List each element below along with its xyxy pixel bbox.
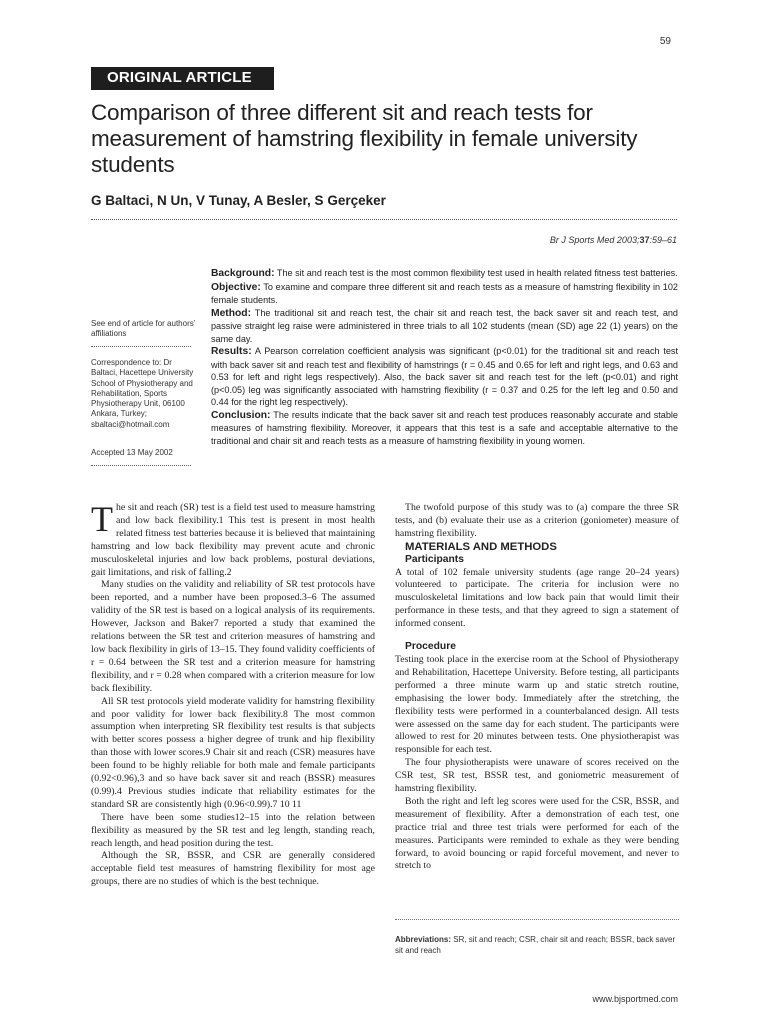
abstract-background: Background: The sit and reach test is the most common flexibility test used in health related fitness test batteries. xyxy=(211,268,678,279)
intro-paragraph: The sit and reach (SR) test is a field test used to measure hamstring and low back flexibility.1 This test is present in most health related fitness test batteries because it is believed that maintaining hamstring and low back flexibility may prevent acute and chronic musculoskeletal injuries and low back problems, postural deviations, gait limitations, and risk of falling.2 xyxy=(91,499,375,578)
body-paragraph: Although the SR, BSSR, and CSR are generally considered acceptable field test measures of hamstring flexibility for most age groups, there are no studies of which is the best technique. xyxy=(91,850,375,888)
body-paragraph: Many studies on the validity and reliability of SR test protocols have been reported, and a number have been proposed.3–6 The assumed validity of the SR test is based on a logical analysis of its requirements. However, Jackson and Baker7 reported a study that examined the relations between the SR test and criterion measures of hamstring and low back flexibility in girls of 13–15. They found validity coefficients of r = 0.64 between the SR test and a criterion measure for hamstring flexibility, and r = 0.28 when compared with a criterion measure for low back flexibility. xyxy=(91,579,375,694)
abstract-method: Method: The traditional sit and reach test, the chair sit and reach test, the back saver sit and reach test, and passive straight leg raise were administered in three trials to all 102 students (mean (SD) age 22 (1) years) on the same day. xyxy=(211,307,678,344)
body-column-left xyxy=(91,499,375,889)
affiliations-note: See end of article for authors’ affiliations xyxy=(91,319,196,339)
section-heading: MATERIALS AND METHODS xyxy=(405,540,557,553)
header-divider xyxy=(91,219,677,220)
abbreviations-footnote: Abbreviations: SR, sit and reach; CSR, chair sit and reach; BSSR, back saver sit and reach xyxy=(395,935,676,955)
body-paragraph: The twofold purpose of this study was to (a) compare the three SR tests, and (b) evaluate their use as a criterion (goniometer) measure of hamstring flexibility. xyxy=(395,502,679,539)
article-title: Comparison of three different sit and reach tests for measurement of hamstring flexibility in female university students xyxy=(91,100,638,177)
drop-cap: T xyxy=(91,499,113,539)
subsection-heading: Participants xyxy=(405,553,464,565)
body-paragraph: The four physiotherapists were unaware of scores received on the CSR test, SR test, BSSR test, and goniometric measurement of hamstring flexibility. xyxy=(395,757,679,795)
journal-website: www.bjsportmed.com xyxy=(592,994,678,1004)
abstract-results: Results: A Pearson correlation coefficient analysis was significant (p<0.01) for the traditional sit and reach test with back saver sit and reach test and flexibility of hamstrings (r = 0.45 and 0.65 for left and right legs, and 0.63 and 0.53 for left and right legs respectively). Also, the back saver sit and reach test for the left (p<0.01) and right (p<0.05) leg was significantly associated with hamstring flexibility (r = 0.37 and 0.25 for the left leg and 0.50 and 0.44 for the right leg respectively). xyxy=(211,346,678,407)
body-paragraph: A total of 102 female university students (age range 20–24 years) volunteered to participate. The criteria for inclusion were no musculoskeletal limitations and low back pain that would limit their performance in these tests, and that they agreed to sign a statement of informed consent. xyxy=(395,566,679,630)
abstract-objective: Objective: To examine and compare three different sit and reach tests as a measure of hamstring flexibility in 102 female students. xyxy=(211,281,678,305)
body-paragraph: Both the right and left leg scores were used for the CSR, BSSR, and measurement of flexibility. After a demonstration of each test, one practice trial and three test trials were performed for each of the measures. Participants were reminded to exhale as they were bending forward, to avoid bouncing or rapid forceful movement, and never to stretch to xyxy=(395,795,679,872)
article-type-banner: ORIGINAL ARTICLE xyxy=(91,67,274,90)
accepted-date: Accepted 13 May 2002 xyxy=(91,448,173,457)
footnote-divider xyxy=(395,919,679,920)
abstract xyxy=(211,267,678,447)
correspondence-address: Correspondence to: Dr Baltaci, Hacettepe University School of Physiotherapy and Rehabilitation, Sports Physiotherapy Unit, 06100 Ankara, Turkey; sbaltaci@hotmail.com xyxy=(91,358,194,429)
sidebar-divider xyxy=(91,465,191,466)
journal-citation: Br J Sports Med 2003;37:59–61 xyxy=(549,235,677,245)
abstract-conclusion: Conclusion: The results indicate that the back saver sit and reach test produces reasonably accurate and stable measures of hamstring flexibility. Moreover, it appears that this test is a safe and acceptable alternative to the traditional and chair sit and reach tests as a measure of hamstring flexibility in young women. xyxy=(211,409,678,446)
body-paragraph: Testing took place in the exercise room at the School of Physiotherapy and Rehabilitation, Hacettepe University. Before testing, all participants performed a three minute warm up and static stretch routine, emphasising the lower body. Immediately after the stretching, the flexibility tests were performed in a counterbalanced design. All tests were assessed on the same day for each student. The participants were allowed to rest for 20 minutes between tests. One physiotherapist was responsible for each test. xyxy=(395,653,679,756)
subsection-heading: Procedure xyxy=(405,641,456,653)
author-list: G Baltaci, N Un, V Tunay, A Besler, S Gerçeker xyxy=(91,193,386,208)
page-number: 59 xyxy=(659,36,671,47)
sidebar-divider xyxy=(91,346,191,347)
body-column-right xyxy=(395,502,679,873)
body-paragraph: There have been some studies12–15 into the relation between flexibility as measured by the SR test and leg length, standing reach, reach length, and head position during the test. xyxy=(91,811,375,849)
body-paragraph: All SR test protocols yield moderate validity for hamstring flexibility and poor validity for lower back flexibility.8 The most common assumption when interpreting SR flexibility test results is that subjects with better scores possess a higher degree of trunk and hip flexibility than those with lower scores.9 Chair sit and reach (CSR) measures have been found to be highly reliable for both male and female participants (0.92<0.96),3 and so have back saver sit and reach (BSSR) measures (0.99).4 Previous studies indicate that reliability estimates for the standard SR are consistently high (0.96<0.99).7 10 11 xyxy=(91,695,375,810)
